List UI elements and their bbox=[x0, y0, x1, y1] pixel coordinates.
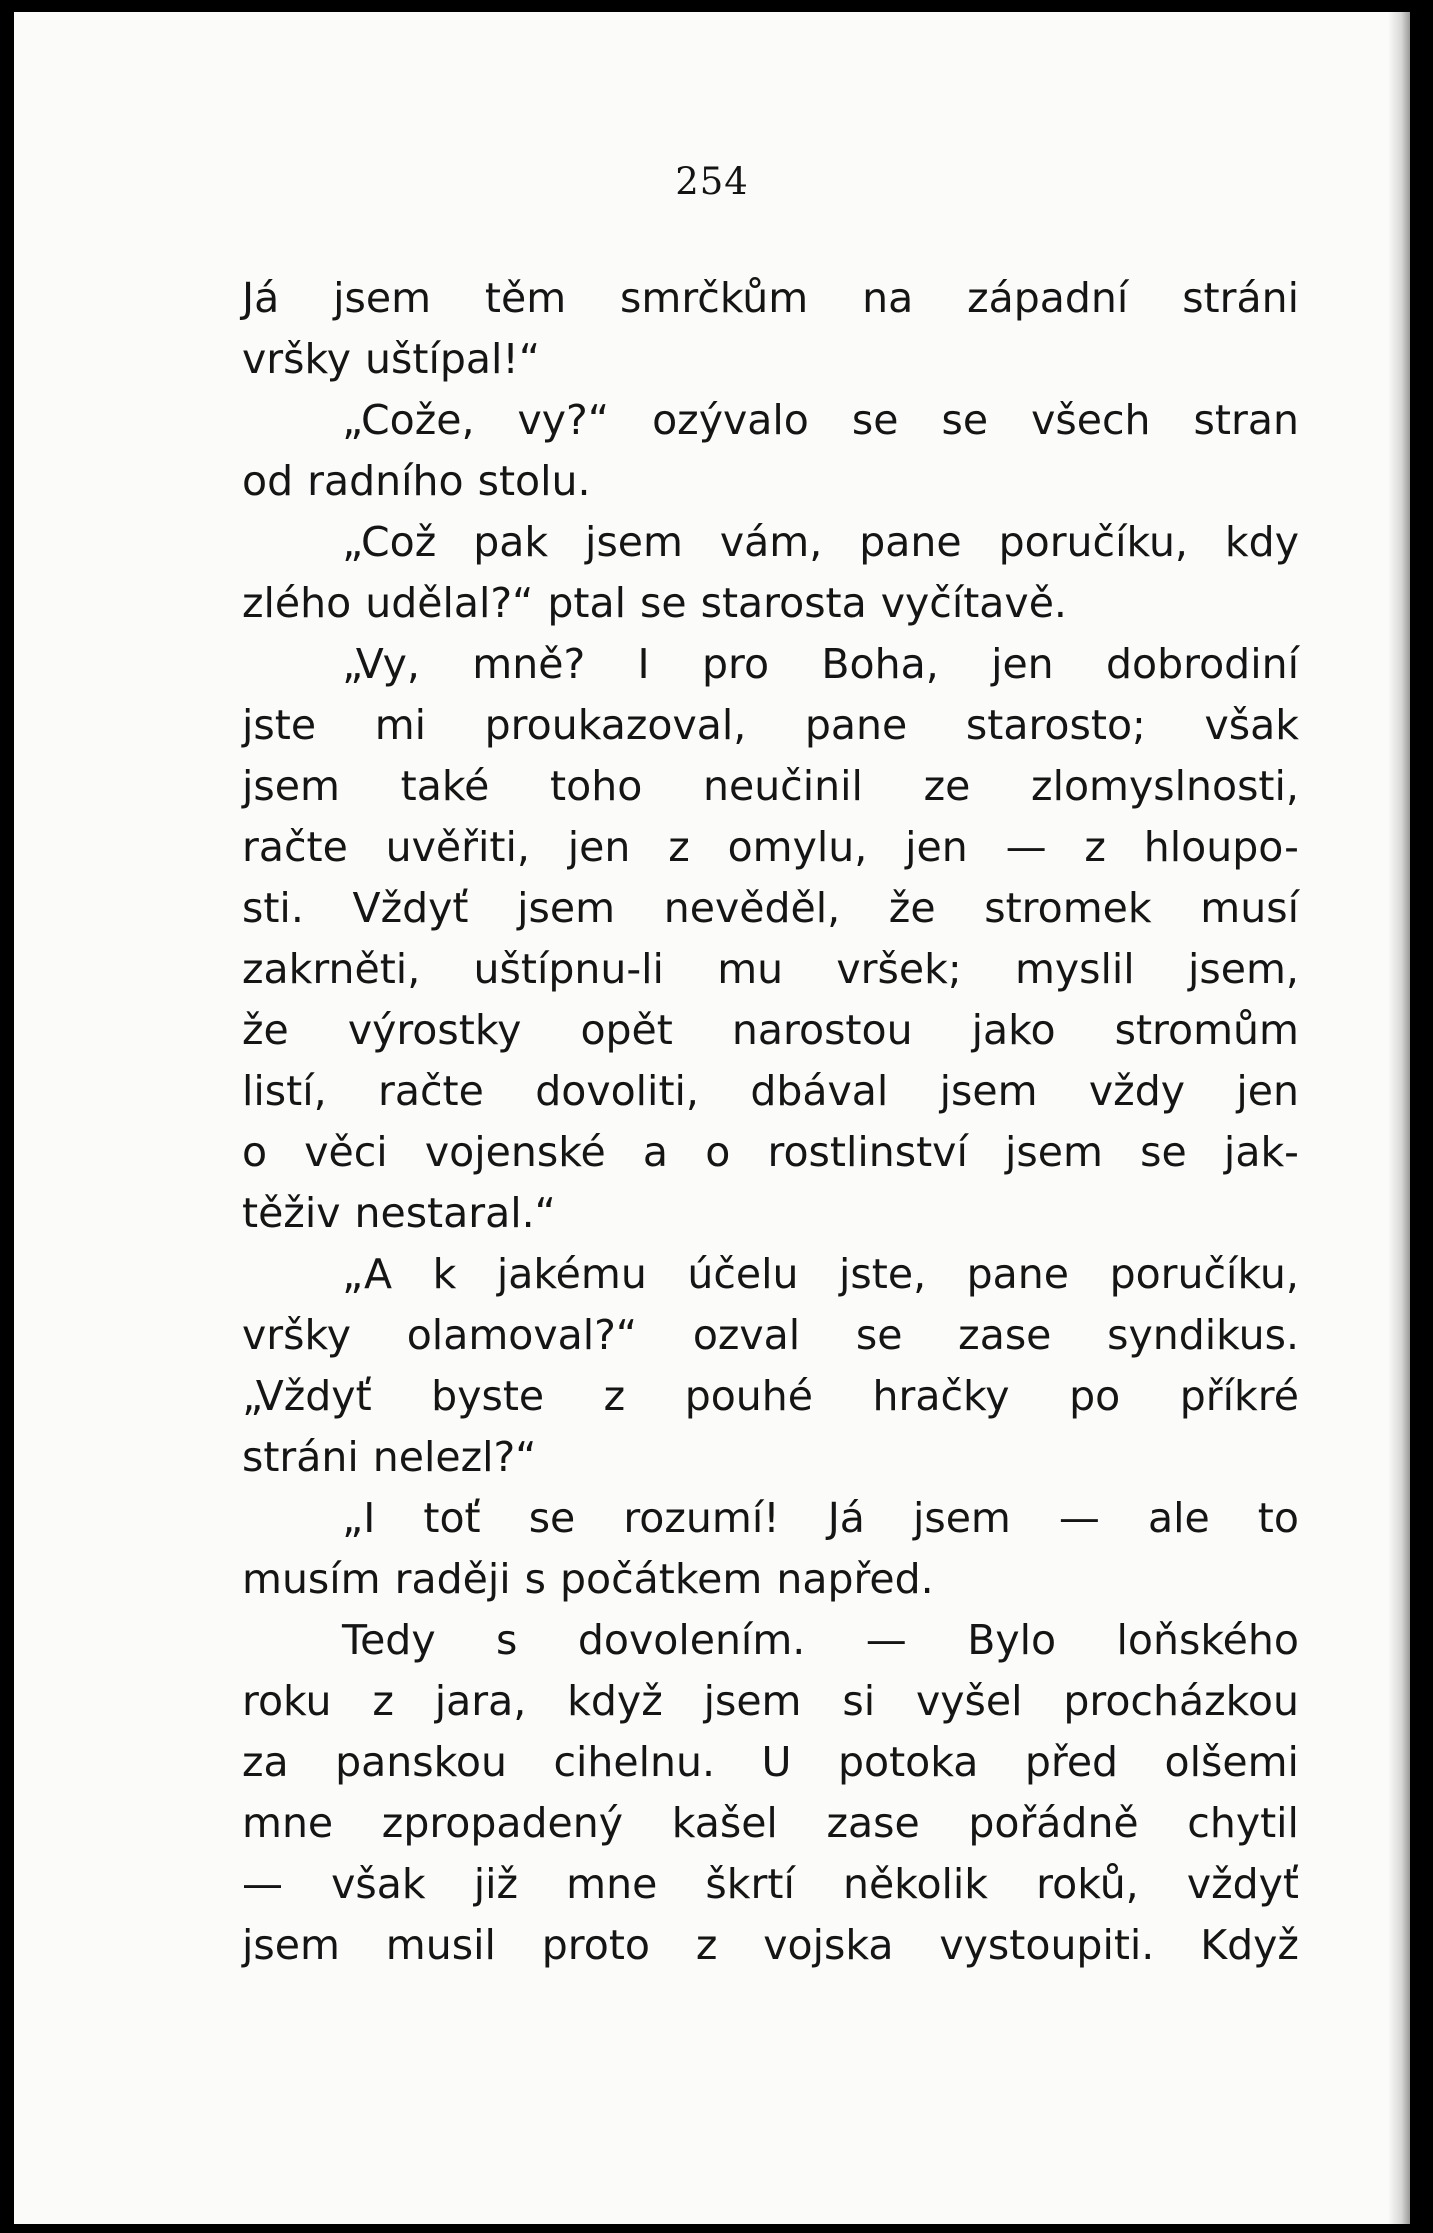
text-line bbox=[242, 1305, 1299, 1366]
word: pane bbox=[804, 701, 908, 749]
word: se bbox=[941, 396, 989, 444]
word: myslil bbox=[1014, 945, 1135, 993]
word: z bbox=[603, 1372, 626, 1420]
text-line bbox=[242, 329, 1299, 390]
text-line bbox=[242, 756, 1299, 817]
text-line bbox=[242, 1427, 1299, 1488]
word: toť bbox=[423, 1494, 481, 1542]
word: stráni bbox=[242, 1433, 359, 1481]
word: radního bbox=[307, 457, 464, 505]
word: stran bbox=[1193, 396, 1299, 444]
word: příkré bbox=[1179, 1372, 1299, 1420]
word: s bbox=[524, 1555, 547, 1603]
word: pouhé bbox=[684, 1372, 813, 1420]
word: již bbox=[473, 1860, 519, 1908]
text-line bbox=[242, 1183, 1299, 1244]
word: potoka bbox=[837, 1738, 979, 1786]
word: k bbox=[432, 1250, 457, 1298]
word: neučinil bbox=[702, 762, 863, 810]
word: — bbox=[1005, 823, 1047, 871]
word: západní bbox=[967, 274, 1129, 322]
word: Tedy bbox=[342, 1616, 436, 1664]
word: nelezl?“ bbox=[372, 1433, 537, 1481]
word: vršky bbox=[242, 335, 352, 383]
word: kašel bbox=[671, 1799, 778, 1847]
word: sti. bbox=[242, 884, 304, 932]
word: Já bbox=[242, 274, 280, 322]
word: uštípnu-li bbox=[473, 945, 664, 993]
word: smrčkům bbox=[620, 274, 809, 322]
word: ozývalo bbox=[652, 396, 809, 444]
word: se bbox=[528, 1494, 576, 1542]
word: — bbox=[1058, 1494, 1100, 1542]
word: olamoval?“ bbox=[406, 1311, 638, 1359]
word: kdy bbox=[1224, 518, 1299, 566]
word: mne bbox=[242, 1799, 334, 1847]
word: starosto; bbox=[965, 701, 1146, 749]
word: vždyť bbox=[1186, 1860, 1299, 1908]
page-number: 254 bbox=[675, 160, 749, 203]
word: o bbox=[242, 1128, 268, 1176]
word: výrostky bbox=[347, 1006, 522, 1054]
word: stráni bbox=[1182, 274, 1299, 322]
text-line bbox=[242, 817, 1299, 878]
word: „Cože, bbox=[342, 396, 475, 444]
text-line bbox=[242, 634, 1299, 695]
body-text bbox=[242, 268, 1299, 1976]
word: vy?“ bbox=[517, 396, 610, 444]
word: pak bbox=[473, 518, 549, 566]
word: proukazoval, bbox=[484, 701, 747, 749]
text-line bbox=[242, 1671, 1299, 1732]
word: jsem bbox=[939, 1067, 1038, 1115]
word: vystoupiti. bbox=[939, 1921, 1155, 1969]
text-line bbox=[242, 1915, 1299, 1976]
text-line bbox=[242, 390, 1299, 451]
word: loňského bbox=[1116, 1616, 1299, 1664]
word: mně? bbox=[472, 640, 586, 688]
word: jste bbox=[242, 701, 317, 749]
book-page bbox=[14, 12, 1410, 2224]
word: syndikus. bbox=[1107, 1311, 1299, 1359]
word: pořádně bbox=[968, 1799, 1139, 1847]
word: z bbox=[695, 1921, 718, 1969]
word: račte bbox=[242, 823, 348, 871]
word: to bbox=[1257, 1494, 1299, 1542]
word: musil bbox=[385, 1921, 496, 1969]
text-line bbox=[242, 1061, 1299, 1122]
word: panskou bbox=[335, 1738, 507, 1786]
word: mu bbox=[717, 945, 784, 993]
word: opět bbox=[580, 1006, 673, 1054]
word: jen bbox=[991, 640, 1054, 688]
word: uštípal!“ bbox=[365, 335, 541, 383]
word: vždy bbox=[1088, 1067, 1185, 1115]
word: — bbox=[865, 1616, 907, 1664]
word: „Což bbox=[342, 518, 437, 566]
word: zlého bbox=[242, 579, 352, 627]
word: dovoliti, bbox=[535, 1067, 699, 1115]
word: o bbox=[705, 1128, 731, 1176]
word: jsem bbox=[242, 762, 340, 810]
word: zase bbox=[958, 1311, 1052, 1359]
word: jsem bbox=[585, 518, 683, 566]
word: Vždyť bbox=[352, 884, 469, 932]
word: napřed. bbox=[776, 1555, 934, 1603]
word: když bbox=[567, 1677, 663, 1725]
text-line bbox=[242, 1244, 1299, 1305]
word: za bbox=[242, 1738, 289, 1786]
word: z bbox=[668, 823, 690, 871]
word: že bbox=[242, 1006, 289, 1054]
word: procházkou bbox=[1063, 1677, 1299, 1725]
word: raději bbox=[394, 1555, 511, 1603]
word: dobrodiní bbox=[1106, 640, 1299, 688]
page-edge-shadow bbox=[1388, 12, 1410, 2224]
word: jsem bbox=[242, 1921, 340, 1969]
word: jsem bbox=[517, 884, 616, 932]
word: — bbox=[242, 1860, 283, 1908]
word: však bbox=[1204, 701, 1299, 749]
word: musím bbox=[242, 1555, 381, 1603]
word: z bbox=[1084, 823, 1106, 871]
word: škrtí bbox=[705, 1860, 795, 1908]
word: vám, bbox=[719, 518, 823, 566]
word: a bbox=[642, 1128, 669, 1176]
word: věci bbox=[304, 1128, 388, 1176]
word: poručíku, bbox=[1109, 1250, 1299, 1298]
word: však bbox=[331, 1860, 426, 1908]
word: „A bbox=[342, 1250, 393, 1298]
word: roků, bbox=[1036, 1860, 1139, 1908]
word: hloupo- bbox=[1143, 823, 1299, 871]
word: jsem bbox=[912, 1494, 1011, 1542]
word: zpropadený bbox=[381, 1799, 624, 1847]
word: pro bbox=[701, 640, 770, 688]
word: z bbox=[372, 1677, 394, 1725]
word: jsem bbox=[1005, 1128, 1103, 1176]
word: že bbox=[888, 884, 936, 932]
word: jako bbox=[971, 1006, 1056, 1054]
word: vršky bbox=[242, 1311, 352, 1359]
word: zlomyslnosti, bbox=[1031, 762, 1299, 810]
word: chytil bbox=[1187, 1799, 1299, 1847]
word: udělal?“ bbox=[365, 579, 534, 627]
word: jste, bbox=[839, 1250, 927, 1298]
word: na bbox=[862, 274, 914, 322]
word: jsem bbox=[703, 1677, 802, 1725]
word: rostlinství bbox=[767, 1128, 968, 1176]
word: před bbox=[1024, 1738, 1119, 1786]
word: cihelnu. bbox=[553, 1738, 715, 1786]
word: starosta bbox=[700, 579, 867, 627]
word: jen bbox=[905, 823, 968, 871]
word: všech bbox=[1031, 396, 1151, 444]
word: dovolením. bbox=[577, 1616, 806, 1664]
word: Já bbox=[827, 1494, 865, 1542]
text-line bbox=[242, 1610, 1299, 1671]
word: po bbox=[1069, 1372, 1121, 1420]
word: zakrněti, bbox=[242, 945, 421, 993]
word: jsem, bbox=[1187, 945, 1299, 993]
word: roku bbox=[242, 1677, 332, 1725]
word: také bbox=[400, 762, 490, 810]
word: zase bbox=[826, 1799, 920, 1847]
word: s bbox=[496, 1616, 518, 1664]
word: počátkem bbox=[560, 1555, 763, 1603]
word: Boha, bbox=[821, 640, 939, 688]
word: vyčítavě. bbox=[880, 579, 1067, 627]
word: mne bbox=[566, 1860, 658, 1908]
word: olšemi bbox=[1164, 1738, 1299, 1786]
text-line bbox=[242, 573, 1299, 634]
text-line bbox=[242, 695, 1299, 756]
text-line bbox=[242, 878, 1299, 939]
word: stromek bbox=[984, 884, 1152, 932]
word: ozval bbox=[692, 1311, 801, 1359]
word: dbával bbox=[750, 1067, 889, 1115]
word: hračky bbox=[872, 1372, 1010, 1420]
word: „Vždyť bbox=[242, 1372, 372, 1420]
text-line bbox=[242, 1732, 1299, 1793]
word: jen bbox=[567, 823, 631, 871]
word: vojenské bbox=[424, 1128, 606, 1176]
word: listí, bbox=[242, 1067, 327, 1115]
word: proto bbox=[541, 1921, 650, 1969]
word: jen bbox=[1236, 1067, 1299, 1115]
text-line bbox=[242, 1793, 1299, 1854]
word: se bbox=[640, 579, 687, 627]
word: „I bbox=[342, 1494, 376, 1542]
word: se bbox=[1140, 1128, 1187, 1176]
word: se bbox=[855, 1311, 903, 1359]
word: omylu, bbox=[727, 823, 868, 871]
word: toho bbox=[550, 762, 643, 810]
word: účelu bbox=[687, 1250, 799, 1298]
word: byste bbox=[431, 1372, 545, 1420]
text-line bbox=[242, 1366, 1299, 1427]
word: poručíku, bbox=[998, 518, 1188, 566]
word: se bbox=[851, 396, 899, 444]
text-line bbox=[242, 939, 1299, 1000]
word: několik bbox=[842, 1860, 989, 1908]
word: jara, bbox=[434, 1677, 527, 1725]
word: vršek; bbox=[836, 945, 962, 993]
word: těživ bbox=[242, 1189, 341, 1237]
word: těm bbox=[484, 274, 567, 322]
word: jsem bbox=[333, 274, 432, 322]
word: vojska bbox=[763, 1921, 894, 1969]
word: ze bbox=[923, 762, 971, 810]
word: U bbox=[761, 1738, 792, 1786]
word: stolu. bbox=[477, 457, 591, 505]
text-line bbox=[242, 1549, 1299, 1610]
word: ptal bbox=[547, 579, 626, 627]
text-line bbox=[242, 512, 1299, 573]
text-line bbox=[242, 1000, 1299, 1061]
word: pane bbox=[859, 518, 962, 566]
word: uvěřiti, bbox=[385, 823, 530, 871]
word: Bylo bbox=[967, 1616, 1057, 1664]
text-line bbox=[242, 268, 1299, 329]
word: jakému bbox=[496, 1250, 647, 1298]
word: narostou bbox=[731, 1006, 913, 1054]
word: rozumí! bbox=[623, 1494, 780, 1542]
word: račte bbox=[378, 1067, 484, 1115]
word: musí bbox=[1200, 884, 1299, 932]
word: si bbox=[842, 1677, 876, 1725]
text-line bbox=[242, 1122, 1299, 1183]
text-line bbox=[242, 1854, 1299, 1915]
word: stromům bbox=[1114, 1006, 1299, 1054]
word: Když bbox=[1200, 1921, 1299, 1969]
word: ale bbox=[1147, 1494, 1210, 1542]
text-line bbox=[242, 451, 1299, 512]
text-line bbox=[242, 1488, 1299, 1549]
word: nevěděl, bbox=[663, 884, 841, 932]
word: pane bbox=[966, 1250, 1070, 1298]
word: vyšel bbox=[915, 1677, 1023, 1725]
word: „Vy, bbox=[342, 640, 420, 688]
word: jak- bbox=[1223, 1128, 1299, 1176]
word: mi bbox=[374, 701, 427, 749]
word: I bbox=[637, 640, 650, 688]
word: od bbox=[242, 457, 294, 505]
word: nestaral.“ bbox=[354, 1189, 556, 1237]
